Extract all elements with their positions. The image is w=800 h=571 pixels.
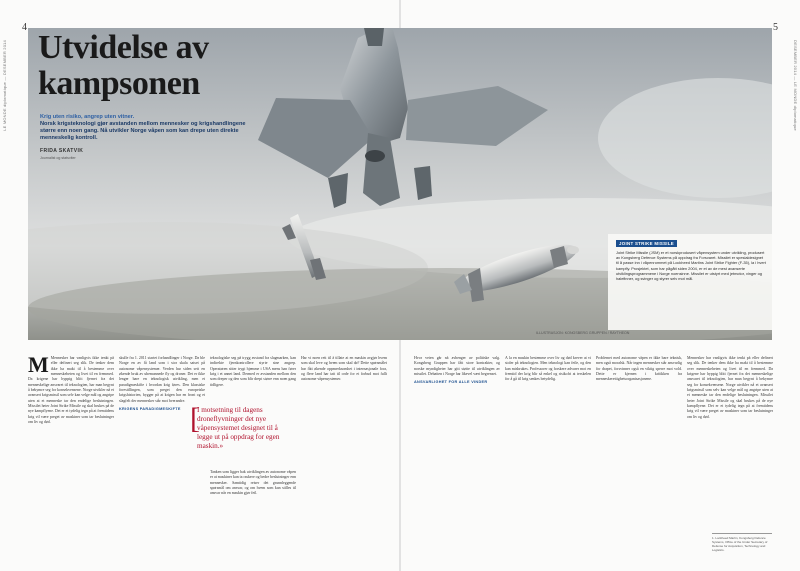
running-header-right: DESEMBER 2014 — LE MONDE diplomatique (793, 40, 798, 131)
byline-role: Journalist og statsviter (40, 156, 76, 160)
byline (40, 148, 83, 160)
column-text-8: Problemet med autonome våpen er ikke bare teknisk, men også moralsk. Når ingen mennesker står ansvarlig for drapet, forsvinner også en viktig sperre mot vold. Dette er kjernen i kritikken fra menneskerettighetsorganisasjonene. (596, 356, 682, 382)
drop-cap: M (28, 356, 49, 377)
column-text-8b: Mennesker har vanligvis ikke tenkt på eller definert seg slik. De tenker dem ikke ha makt til å bestemme over menneskeheten og livet til en fremmed. Da krigene har hyppig blitt fjernet fra det menneskelige ansvaret til teknologien, har man begynt å bekymre seg for konsekvensene. Norge utvikler nå et avansert krigsmissil som selv kan velge mål og angripe uten at et menneske tar den endelige beslutningen. Missilet heter Joint Strike Missile og skal brukes på de nye kampflyene. Det er et tydelig tegn på at fremtidens krig vil være preget av maskiner som tar beslutninger om liv og død. (687, 356, 773, 419)
pullquote-bracket: [ (190, 402, 200, 435)
article-headline: Utvidelse av kampsonen (38, 29, 209, 102)
page-number-left: 4 (22, 22, 27, 33)
running-header-left: LE MONDE diplomatique — DESEMBER 2014 (2, 40, 7, 131)
pullquote-text: I motsetning til dagens droneflyvninger det nye våpensystemet designet til å legge ut på oppdrag for egen maskin.» (197, 406, 280, 450)
subhead-accountability: ANSVARLIGHET FOR ALLE VINDER (414, 380, 488, 385)
byline-name: FRIDA SKATVIK (40, 148, 84, 154)
deck-text: Norsk krigsteknologi gjør avstanden mellom mennesker og krigshandlingene større enn noen gang. Nå utvikler Norge våpen som kan drepe uten direkte menneskelig kontroll. (40, 121, 246, 141)
body-column-3b (210, 470, 296, 564)
body-column-7 (596, 356, 682, 564)
column-text-4: Tanken som ligger bak utviklingen av autonome våpen er at maskiner kan ta raskere og bedre beslutninger enn mennesker. Samtidig reiser det grunnleggende spørsmål om ansvar, og om hvem som kan stilles til ansvar når en maskin gjør feil. (210, 470, 296, 496)
column-text-1: Mennesker har vanligvis ikke tenkt på eller definert seg slik. De tenker dem ikke ha makt til å bestemme over menneskeheten og livet til en fremmed. Da krigene har hyppig blitt fjernet fra det menneskelige ansvaret til teknologien, har man begynt å bekymre seg for konsekvensene. Norge utvikler nå et avansert krigsmissil som selv kan velge mål og angripe uten at et menneske tar den endelige beslutningen. Missilet heter Joint Strike Missile og skal brukes på de nye kampflyene. Det er et tydelig tegn på at fremtidens krig vil være preget av maskiner som tar beslutninger om liv og død. (28, 356, 114, 425)
subhead-paradigm: KRIGENS PARADIGMESKIFTE (119, 407, 181, 412)
column-text-7: Å la en maskin bestemme over liv og død krever at vi stoler på teknologien. Men teknologi kan feile, og den kan misbrukes. Professorer og forskere advarer mot en fremtid der krig blir så enkel og risikofri at terskelen for å gå til krig senkes betydelig. (505, 356, 591, 382)
column-text-3: teknologiske seg på trygg avstand fra slagmarken, kan indirekte fjernkontrollere styrte sine angrep. Operatøren sitter trygt hjemme i USA mens han fører krig i et annet land. Dermed er avstanden mellom den som dreper og den som blir drept større enn noen gang tidligere. (210, 356, 296, 387)
body-column-3 (210, 356, 296, 400)
column-text-6: Hvor veien går nå avhenger av politiske valg. Kongsberg Gruppen har fått store kontrakter, og norske myndigheter har gitt støtte til utviklingen av missilet. Debatten i Norge har likevel vært begrenset. (414, 356, 500, 377)
image-caption: ILLUSTRASJON: KONGSBERG GRUPPEN / RAYTHEON (536, 331, 630, 335)
body-column-4 (301, 356, 387, 564)
body-column-8 (687, 356, 773, 528)
deck-kicker: Krig uten risiko, angrep uten vitner. (40, 114, 135, 120)
body-column-2 (119, 356, 205, 564)
pullquote (190, 402, 295, 451)
body-column-6 (505, 356, 591, 564)
factbox-title: JOINT STRIKE MISSILE (616, 240, 677, 247)
body-column-5 (414, 356, 500, 564)
factbox (608, 234, 772, 330)
footnote: 1. Lockheed Martin, Kongsberg Defence Systems, Office of the Under Secretary of Defense for Acquisition, Technology and Logistics. (712, 533, 772, 552)
page-number-right: 5 (773, 22, 778, 33)
column-text-2: skulle fra 1. 2011 startet forhandlinger i Norge. Da ble Norge en av få land som i stor skala satset på autonome våpensystemer. Verden har siden sett en økende bruk av ubemannede fly og droner. Det er ikke lenger bare en teknologisk utvikling, men et paradigmeskifte i hvordan krig føres. Den klassiske forestillingen, som preget den europeiske krigshistorien, bygger på at krigen har en front og et slagfelt der mennesker står mot hverandre. (119, 356, 205, 403)
article-deck (40, 114, 250, 142)
column-text-5: Har vi noen rett til å tillate at en maskin avgjør hvem som skal leve og hvem som skal dø? Dette spørsmålet har fått økende oppmerksomhet i internasjonale fora, og flere land har tatt til orde for et forbud mot fullt autonome våpensystemer. (301, 356, 387, 382)
body-column-1 (28, 356, 114, 564)
factbox-text: Joint Strike Missile (JSM) er et norskprodusert våpensystem under utvikling, produsert av Kongsberg Defence Systems på oppdrag fra Forsvaret. Missilet er spesialdesignet til å passe inn i våpenrommet på Lockheed Martins Joint Strike Fighter (F-35), la i hvert kampfly. Prosjektet, som har pågått siden 2004, er et av de mest avanserte utviklingsprogrammene i Norge noensinne. Missilet er utstyrt med jetmotor, vinger og halefinner, og svinger og styrer selv mot mål. (616, 250, 766, 282)
